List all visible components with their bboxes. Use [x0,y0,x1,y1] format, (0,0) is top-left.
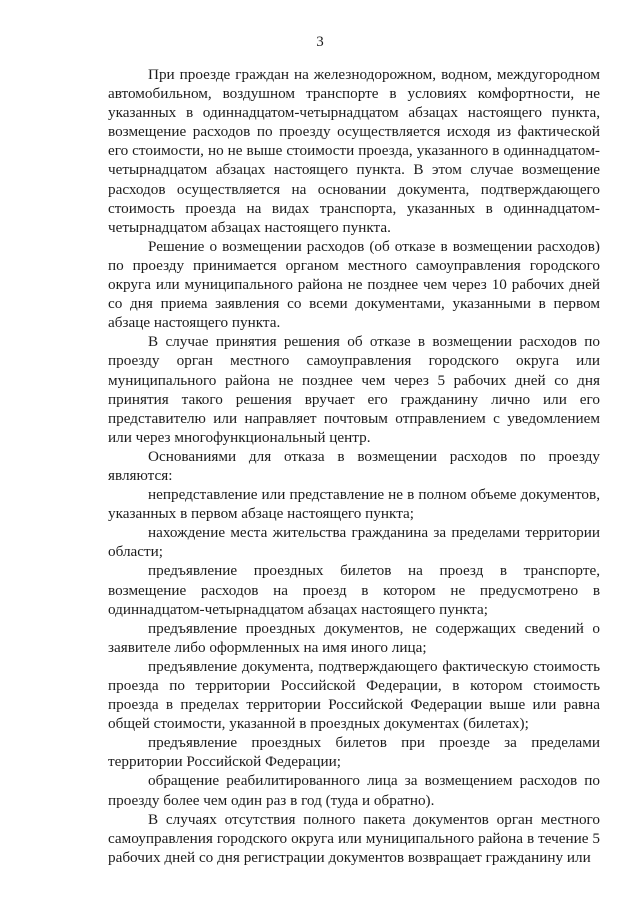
page-number: 3 [316,34,324,50]
paragraph-comfort-conditions: При проезде граждан на железнодорожном, водном, междугородном автомобильном, воздушном транспорте в условиях комфортности, не указанных в одиннадцатом-четырнадцатом абзацах настоящего пункта, возмещение расходов по проезду осуществляется исходя из фактической его стоимости, но не выше стоимости проезда, указанного в одиннадцатом-четырнадцатом абзацах настоящего пункта. В этом случае возмещение расходов осуществляется на основании документа, подтверждающего стоимость проезда на видах транспорта, указанных в одиннадцатом-четырнадцатом абзацах настоящего пункта. [108,66,600,236]
document-body [108,65,600,867]
paragraph-missing-documents: В случаях отсутствия полного пакета документов орган местного самоуправления городского округа или муниципального района в течение 5 рабочих дней со дня регистрации документов возвращает гражданину или [108,810,600,866]
paragraph-ground-abroad: предъявление проездных билетов при проезде за пределами территории Российской Федерации; [108,734,600,771]
paragraph-ground-residence: нахождение места жительства гражданина за пределами территории области; [108,524,600,561]
paragraph-ground-no-applicant-info: предъявление проездных документов, не содержащих сведений о заявителе либо оформленных на имя иного лица; [108,619,600,656]
paragraph-refusal-grounds-intro: Основаниями для отказа в возмещении расходов по проезду являются: [108,447,600,484]
paragraph-decision-timeline: Решение о возмещении расходов (об отказе в возмещении расходов) по проезду принимается органом местного самоуправления городского округа или муниципального района не позднее чем через 10 рабочих дней со дня приема заявления со всеми документами, указанными в первом абзаце настоящего пункта. [108,237,600,332]
paragraph-ground-transport-type: предъявление проездных билетов на проезд в транспорте, возмещение расходов на проезд в котором не предусмотрено в одиннадцатом-четырнадцатом абзацах настоящего пункта; [108,562,600,618]
paragraph-ground-cost-exceeds: предъявление документа, подтверждающего фактическую стоимость проезда по территории Российской Федерации, в котором стоимость проезда в пределах территории Российской Федерации выше или равна общей стоимости, указанной в проездных документах (билетах); [108,657,600,733]
paragraph-refusal-notification: В случае принятия решения об отказе в возмещении расходов по проезду орган местного самоуправления городского округа или муниципального района не позднее чем через 5 рабочих дней со дня принятия такого решения вручает его гражданину лично или его представителю или направляет почтовым отправлением с уведомлением или через многофункциональный центр. [108,333,600,446]
paragraph-ground-repeat-request: обращение реабилитированного лица за возмещением расходов по проезду более чем один раз в год (туда и обратно). [108,772,600,809]
paragraph-ground-incomplete-docs: непредставление или представление не в полном объеме документов, указанных в первом абзаце настоящего пункта; [108,486,600,523]
